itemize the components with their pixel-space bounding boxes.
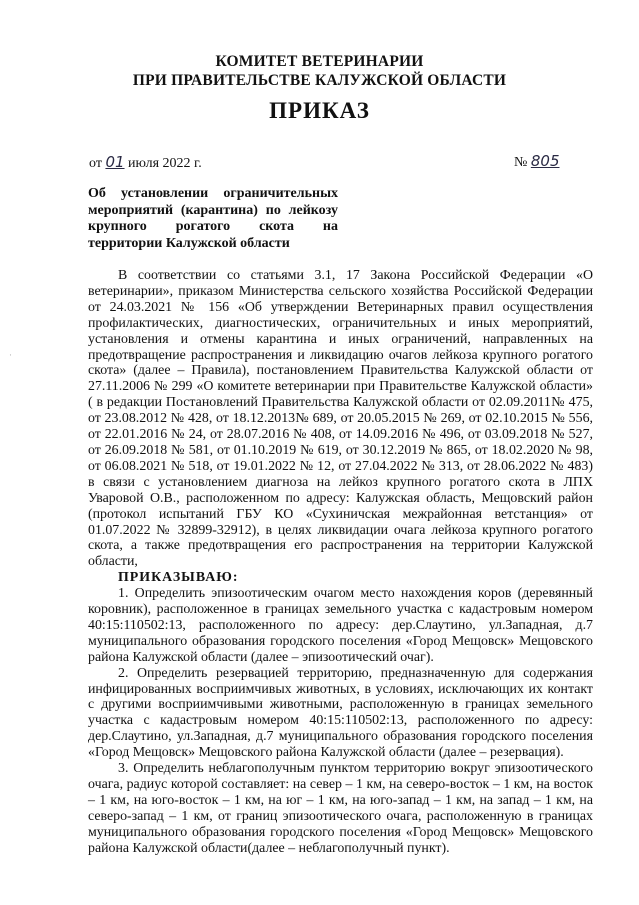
committee-name: КОМИТЕТ ВЕТЕРИНАРИИ <box>215 53 424 70</box>
order-subject: Об установлении ограничительных мероприятий (карантина) по лейкозу крупного рогатого скота на территории Калужской области <box>88 186 338 251</box>
committee-affiliation: ПРИ ПРАВИТЕЛЬСТВЕ КАЛУЖСКОЙ ОБЛАСТИ <box>132 72 507 89</box>
date-rest: июля 2022 г. <box>128 156 202 171</box>
number-prefix: № <box>514 155 528 170</box>
document-title: ПРИКАЗ <box>269 98 370 123</box>
scan-margin-mark: · <box>9 350 12 360</box>
date-day-handwritten: 01 <box>105 153 125 171</box>
order-number <box>514 152 560 171</box>
order-body <box>88 268 593 857</box>
order-item-2: 2. Определить резервацией территорию, предназначенную для содержания инфицированных восприимчивых животных, в условиях, исключающих их контакт с другими восприимчивыми животными, расположенную в границах земельного участка с кадастровым номером 40:15:110502:13, расположенного по адресу: дер.Слаутино, ул.Западная, д.7 муниципального образования городского поселения «Город Мещовск» Мещовского района Калужской области (далее – резервация). <box>88 665 593 761</box>
order-item-3: 3. Определить неблагополучным пунктом территорию вокруг эпизоотического очага, радиус которой составляет: на север – 1 км, на северо-восток – 1 км, на восток – 1 км, на юго-восток – 1 км, на юг – 1 км, на юго-запад – 1 км, на запад – 1 км, на северо-запад – 1 км, от границ эпизоотического очага, расположенную в границах муниципального образования городского поселения «Город Мещовск» Мещовского района Калужской области(далее – неблагополучный пункт). <box>88 761 593 856</box>
orders-heading: ПРИКАЗЫВАЮ: <box>118 570 239 586</box>
order-date <box>89 153 202 172</box>
date-prefix: от <box>89 156 102 171</box>
preamble-paragraph: В соответствии со статьями 3.1, 17 Закона Российской Федерации «О ветеринарии», приказом Министерства сельского хозяйства Российской Федерации от 24.03.2021 № 156 «Об утверждении Ветеринарных правил осуществления профилактических, диагностических, ограничительных и иных мероприятий, установления и отмены карантина и иных ограничений, направленных на предотвращение распространения и ликвидацию очагов лейкоза крупного рогатого скота» (далее – Правила), постановлением Правительства Калужской области от 27.11.2006 № 299 «О комитете ветеринарии при Правительстве Калужской области» ( в редакции Постановлений Правительства Калужской области от 02.09.2011№ 475, от 23.08.2012 № 428, от 18.12.2013№ 689, от 20.05.2015 № 269, от 02.10.2015 № 556, от 22.01.2016 № 24, от 28.07.2016 № 408, от 14.09.2016 № 496, от 03.09.2018 № 527, от 26.09.2018 № 581, от 01.10.2019 № 619, от 30.12.2019 № 865, от 18.02.2020 № 98, от 06.08.2021 № 518, от 19.01.2022 № 12, от 27.04.2022 № 313, от 28.06.2022 № 483) в связи с установлением диагноза на лейкоз крупного рогатого скота в ЛПХ Уваровой О.В., расположенном по адресу: Калужская область, Мещовский район (протокол испытаний ГБУ КО «Сухиничская межрайонная ветстанция» от 01.07.2022 № 32899-32912), в целях ликвидации очага лейкоза крупного рогатого скота, а также предотвращения его распространения на территории Калужской области, <box>88 268 593 570</box>
order-item-1: 1. Определить эпизоотическим очагом место нахождения коров (деревянный коровник), расположенное в границах земельного участка с кадастровым номером 40:15:110502:13, расположенного по адресу: дер.Слаутино, ул.Западная, д.7 муниципального образования городского поселения «Город Мещовск» Мещовского района Калужской области (далее – эпизоотический очаг). <box>88 586 593 665</box>
number-handwritten: 805 <box>530 152 560 170</box>
